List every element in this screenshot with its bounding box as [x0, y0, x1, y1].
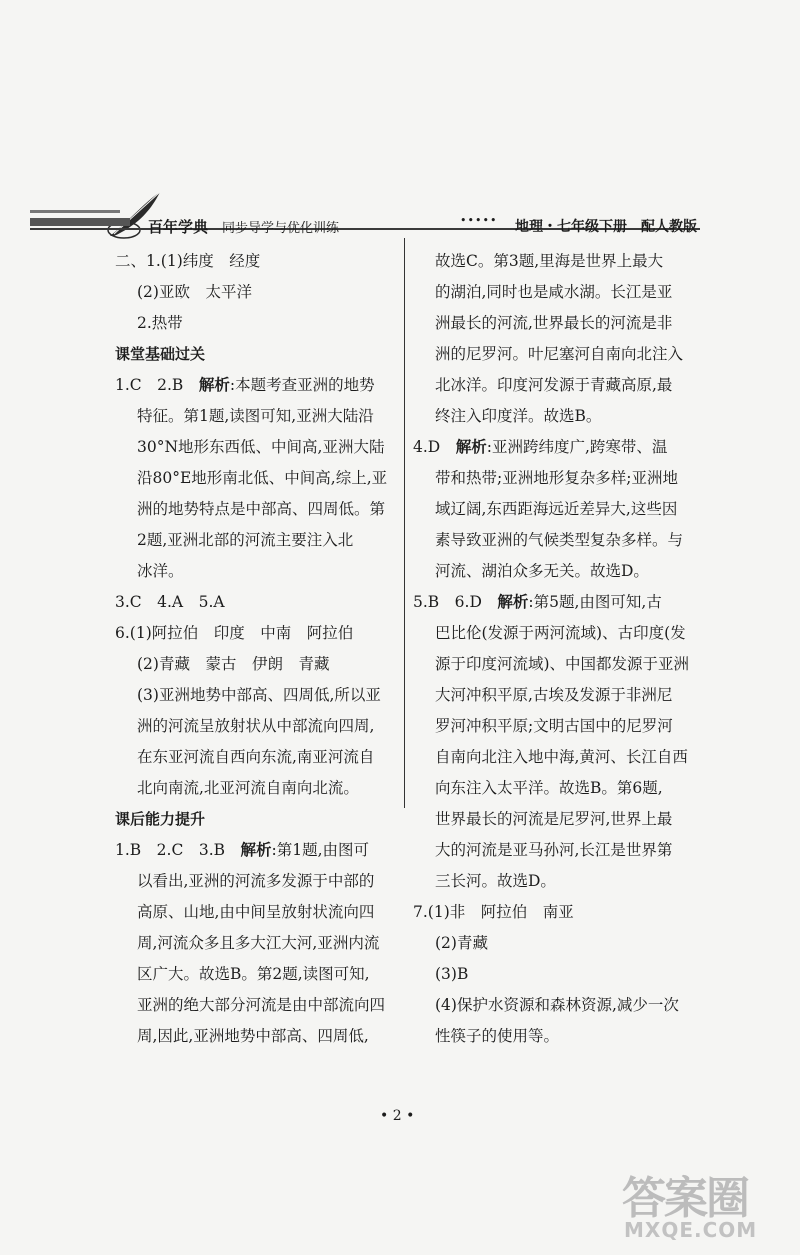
- answer-line: (3)B: [435, 965, 469, 983]
- answer-line: 大河冲积平原,古埃及发源于非洲尼: [435, 686, 673, 704]
- answer-line: 三长河。故选D。: [435, 872, 556, 890]
- answer-line: [413, 587, 698, 618]
- answer-line: 在东亚河流自西向东流,南亚河流自: [137, 748, 375, 766]
- answer-line: [115, 835, 400, 866]
- answer-line: 二、1.(1)纬度 经度: [115, 252, 261, 270]
- answer-line: 源于印度河流域)、中国都发源于亚洲: [435, 655, 690, 673]
- answer-line: 区广大。故选B。第2题,读图可知,: [137, 965, 370, 983]
- answer-line: 终注入印度洋。故选B。: [435, 407, 602, 425]
- answer-line: 大的河流是亚马孙河,长江是世界第: [435, 841, 673, 859]
- page-header: [30, 190, 700, 240]
- column-divider: [404, 238, 405, 808]
- explanation-label: 解析: [240, 841, 272, 859]
- answer-line: (4)保护水资源和森林资源,减少一次: [435, 996, 679, 1014]
- header-subject: 地理・七年级下册 配人教版: [515, 219, 697, 235]
- header-decor-bar: [30, 218, 130, 226]
- right-column: [413, 246, 698, 1052]
- answer-line: 故选C。第3题,里海是世界上最大: [435, 252, 664, 270]
- header-dots: •••••: [460, 214, 498, 227]
- answer-line: 洲的河流呈放射状从中部流向四周,: [137, 717, 375, 735]
- answer-line: 亚洲的绝大部分河流是由中部流向四: [137, 996, 386, 1014]
- answer-line: 30°N地形东西低、中间高,亚洲大陆: [137, 438, 385, 456]
- answer-line: 沿80°E地形南北低、中间高,综上,亚: [137, 469, 388, 487]
- answer-line: 冰洋。: [137, 562, 184, 580]
- answer-line: 2题,亚洲北部的河流主要注入北: [137, 531, 354, 549]
- answer-line: (2)青藏: [435, 934, 488, 952]
- answer-line: 世界最长的河流是尼罗河,世界上最: [435, 810, 673, 828]
- answer-line: 巴比伦(发源于两河流域)、古印度(发: [435, 624, 686, 642]
- answer-line: 周,因此,亚洲地势中部高、四周低,: [137, 1027, 369, 1045]
- answer-line: 素导致亚洲的气候类型复杂多样。与: [435, 531, 684, 549]
- answer-line: 7.(1)非 阿拉伯 南亚: [413, 903, 574, 921]
- watermark-logo: [620, 1162, 790, 1247]
- watermark-text: 答案圈: [622, 1173, 748, 1224]
- explanation-text: :第5题,由图可知,古: [528, 593, 662, 611]
- header-series: 同步导学与优化训练: [222, 221, 340, 236]
- answer-line: 以看出,亚洲的河流多发源于中部的: [137, 872, 375, 890]
- section-heading: 课后能力提升: [115, 810, 206, 828]
- answer-choices: 4.D: [413, 438, 456, 456]
- answer-choices: 1.B 2.C 3.B: [115, 841, 241, 859]
- answer-line: 洲最长的河流,世界最长的河流是非: [435, 314, 673, 332]
- page-number: • 2 •: [380, 1108, 415, 1124]
- answer-line: 北冰洋。印度河发源于青藏高原,最: [435, 376, 673, 394]
- left-column: [115, 246, 400, 1052]
- section-heading: 课堂基础过关: [115, 345, 206, 363]
- answer-line: [115, 370, 400, 401]
- answer-line: 高原、山地,由中间呈放射状流向四: [137, 903, 375, 921]
- answer-choices: 5.B 6.D: [413, 593, 498, 611]
- answer-line: 特征。第1题,读图可知,亚洲大陆沿: [137, 407, 374, 425]
- answer-line: (2)青藏 蒙古 伊朗 青藏: [137, 655, 330, 673]
- answer-line: 罗河冲积平原;文明古国中的尼罗河: [435, 717, 673, 735]
- answer-line: 带和热带;亚洲地形复杂多样;亚洲地: [435, 469, 678, 487]
- answer-line: 洲的尼罗河。叶尼塞河自南向北注入: [435, 345, 684, 363]
- answer-line: 2.热带: [137, 314, 183, 332]
- explanation-label: 解析: [497, 593, 529, 611]
- answer-line: (2)亚欧 太平洋: [137, 283, 252, 301]
- explanation-label: 解析: [198, 376, 230, 394]
- answer-line: 6.(1)阿拉伯 印度 中南 阿拉伯: [115, 624, 354, 642]
- answer-line: 向东注入太平洋。故选B。第6题,: [435, 779, 663, 797]
- answer-line: 自南向北注入地中海,黄河、长江自西: [435, 748, 688, 766]
- answer-line: (3)亚洲地势中部高、四周低,所以亚: [137, 686, 381, 704]
- header-decor-bar: [30, 210, 120, 213]
- answer-choices: 1.C 2.B: [115, 376, 199, 394]
- answer-line: 的湖泊,同时也是咸水湖。长江是亚: [435, 283, 673, 301]
- watermark-url: MXQE.COM: [624, 1218, 758, 1242]
- answer-line: 域辽阔,东西距海远近差异大,这些因: [435, 500, 678, 518]
- answer-line: 3.C 4.A 5.A: [115, 593, 225, 611]
- answer-line: 性筷子的使用等。: [435, 1027, 560, 1045]
- answer-line: 河流、湖泊众多无关。故选D。: [435, 562, 649, 580]
- explanation-text: :亚洲跨纬度广,跨寒带、温: [486, 438, 668, 456]
- answer-line: [413, 432, 698, 463]
- explanation-label: 解析: [455, 438, 487, 456]
- header-brand: 百年学典: [148, 218, 209, 236]
- explanation-text: :本题考查亚洲的地势: [229, 376, 375, 394]
- explanation-text: :第1题,由图可: [271, 841, 370, 859]
- answer-line: 周,河流众多且多大江大河,亚洲内流: [137, 934, 380, 952]
- answer-line: 洲的地势特点是中部高、四周低。第: [137, 500, 386, 518]
- answer-line: 北向南流,北亚河流自南向北流。: [137, 779, 359, 797]
